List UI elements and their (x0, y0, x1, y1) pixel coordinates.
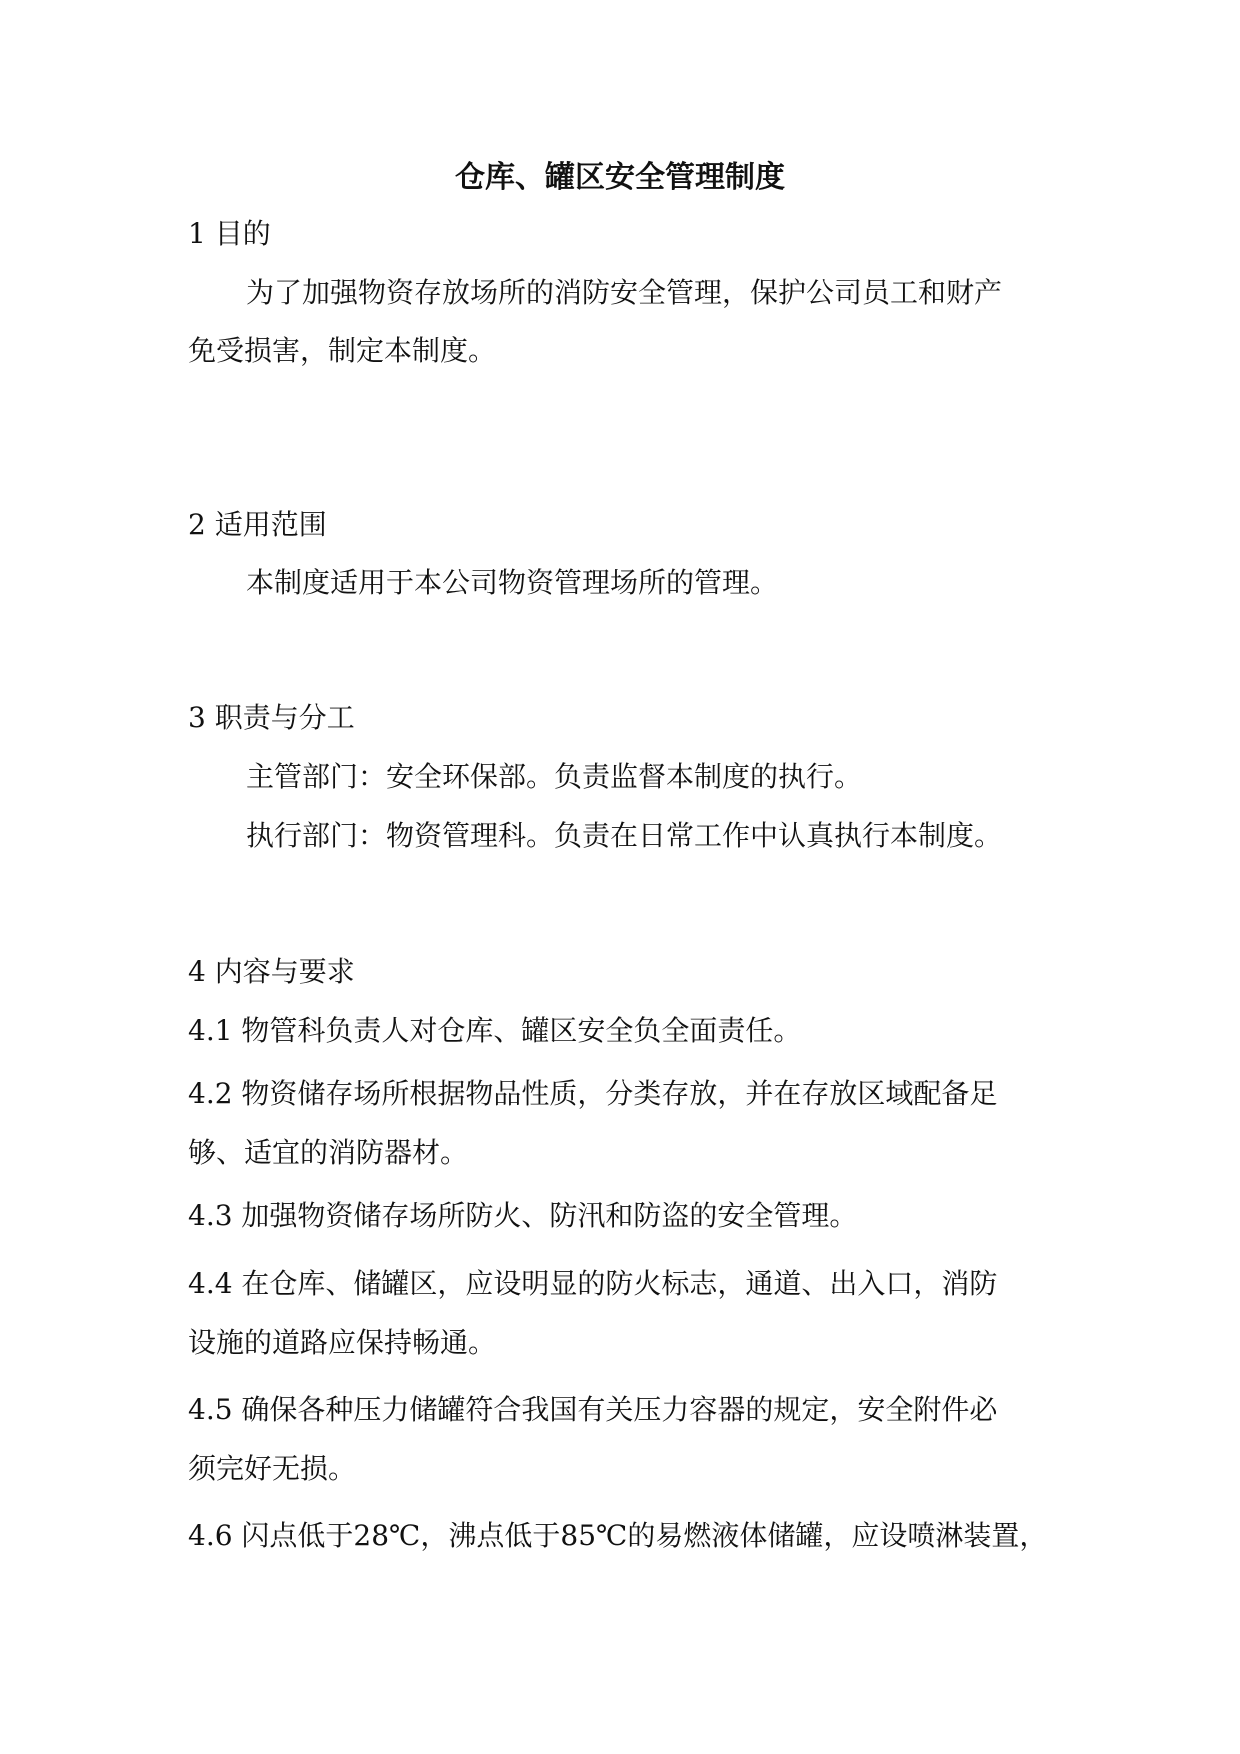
clause-line: 4.1 物管科负责人对仓库、罐区安全负全面责任。 (188, 1014, 802, 1047)
clause-line: 够、适宜的消防器材。 (188, 1136, 469, 1169)
clause-line: 4.2 物资储存场所根据物品性质，分类存放，并在存放区域配备足 (188, 1077, 998, 1110)
paragraph-line: 主管部门：安全环保部。负责监督本制度的执行。 (246, 760, 863, 793)
section-heading: 4 内容与要求 (188, 955, 355, 988)
document-title: 仓库、罐区安全管理制度 (455, 160, 785, 195)
clause-line: 4.6 闪点低于28℃，沸点低于85℃的易燃液体储罐，应设喷淋装置， (188, 1519, 1048, 1552)
clause-line: 4.5 确保各种压力储罐符合我国有关压力容器的规定，安全附件必 (188, 1393, 998, 1426)
clause-line: 须完好无损。 (188, 1452, 357, 1485)
clause-line: 4.3 加强物资储存场所防火、防汛和防盗的安全管理。 (188, 1199, 858, 1232)
section-heading: 2 适用范围 (188, 508, 327, 541)
clause-line: 设施的道路应保持畅通。 (188, 1326, 497, 1359)
paragraph-line: 本制度适用于本公司物资管理场所的管理。 (246, 566, 779, 599)
section-heading: 1 目的 (188, 217, 271, 250)
paragraph-line: 为了加强物资存放场所的消防安全管理，保护公司员工和财产 (246, 276, 1003, 309)
clause-line: 4.4 在仓库、储罐区，应设明显的防火标志，通道、出入口，消防 (188, 1267, 998, 1300)
paragraph-line: 执行部门：物资管理科。负责在日常工作中认真执行本制度。 (246, 819, 1003, 852)
paragraph-line: 免受损害，制定本制度。 (188, 334, 497, 367)
section-heading: 3 职责与分工 (188, 701, 355, 734)
